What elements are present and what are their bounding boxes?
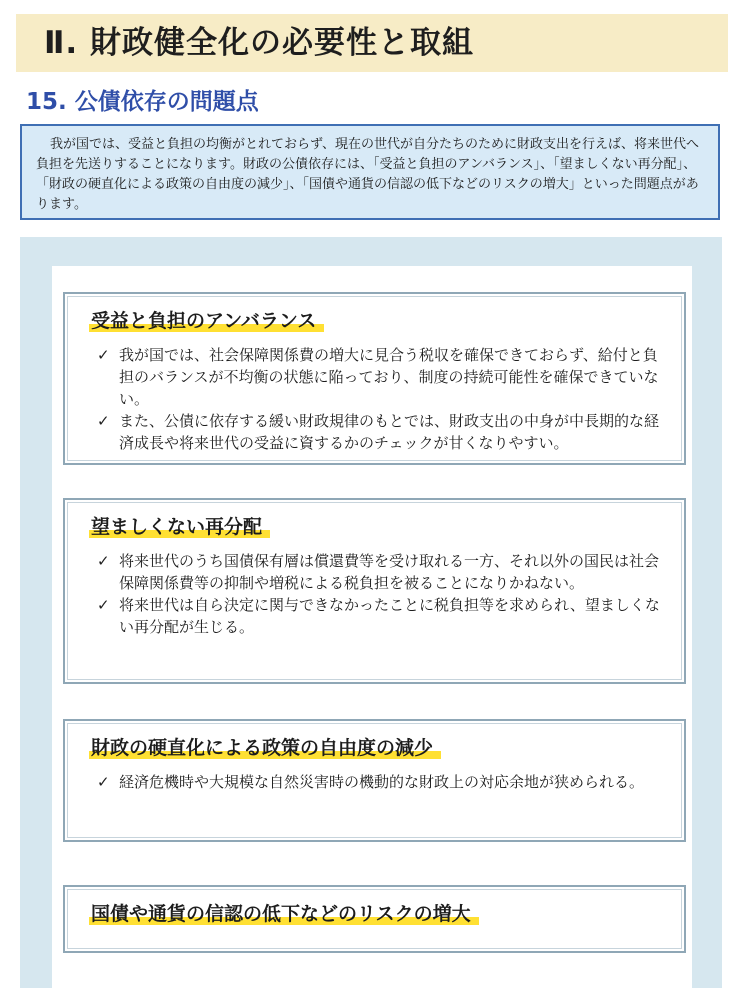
bullet-text: 将来世代は自ら決定に関与できなかったことに税負担等を求められ、望ましくない再分配が生じる。 (119, 596, 660, 636)
issue-card-rigidity (63, 719, 686, 842)
issue-card-imbalance (63, 292, 686, 465)
card-heading-text: 受益と負担のアンバランス (89, 308, 324, 334)
chapter-header (16, 14, 728, 72)
bullet-item (97, 771, 666, 793)
bullet-list (97, 344, 666, 454)
card-heading (89, 514, 270, 540)
bullet-item (97, 344, 666, 410)
issue-card-redistribution (63, 498, 686, 684)
card-heading (89, 308, 324, 334)
bullet-text: また、公債に依存する緩い財政規律のもとでは、財政支出の中身が中長期的な経済成長や将来世代の受益に資するかのチェックが甘くなりやすい。 (119, 412, 660, 452)
card-heading-text: 望ましくない再分配 (89, 514, 270, 540)
check-mark-icon: ✓ (97, 346, 110, 364)
intro-box (20, 124, 720, 220)
intro-text: 我が国では、受益と負担の均衡がとれておらず、現在の世代が自分たちのために財政支出を行えば、将来世代へ負担を先送りすることになります。財政の公債依存には、「受益と負担のアンバランス」、「望ましくない再分配」、「財政の硬直化による政策の自由度の減少」、「国債や通貨の信認の低下などのリスクの増大」といった問題点があります。 (36, 137, 699, 212)
bullet-item (97, 550, 666, 594)
card-heading-text: 国債や通貨の信認の低下などのリスクの増大 (89, 901, 479, 927)
card-heading (89, 735, 441, 761)
section-title: 15. 公債依存の問題点 (26, 89, 259, 115)
bullet-item (97, 410, 666, 454)
bullet-text: 経済危機時や大規模な自然災害時の機動的な財政上の対応余地が狭められる。 (119, 773, 645, 791)
card-heading (89, 901, 479, 927)
issue-card-risk (63, 885, 686, 953)
bullet-item (97, 594, 666, 638)
bullet-list (97, 550, 666, 638)
check-mark-icon: ✓ (97, 552, 110, 570)
chapter-title: Ⅱ. 財政健全化の必要性と取組 (44, 25, 474, 61)
card-heading-text: 財政の硬直化による政策の自由度の減少 (89, 735, 441, 761)
bullet-text: 我が国では、社会保障関係費の増大に見合う税収を確保できておらず、給付と負担のバランスが不均衡の状態に陥っており、制度の持続可能性を確保できていない。 (119, 346, 659, 408)
bullet-text: 将来世代のうち国債保有層は償還費等を受け取れる一方、それ以外の国民は社会保障関係費等の抑制や増税による税負担を被ることになりかねない。 (119, 552, 660, 592)
check-mark-icon: ✓ (97, 773, 110, 791)
check-mark-icon: ✓ (97, 412, 110, 430)
bullet-list (97, 771, 666, 793)
check-mark-icon: ✓ (97, 596, 110, 614)
